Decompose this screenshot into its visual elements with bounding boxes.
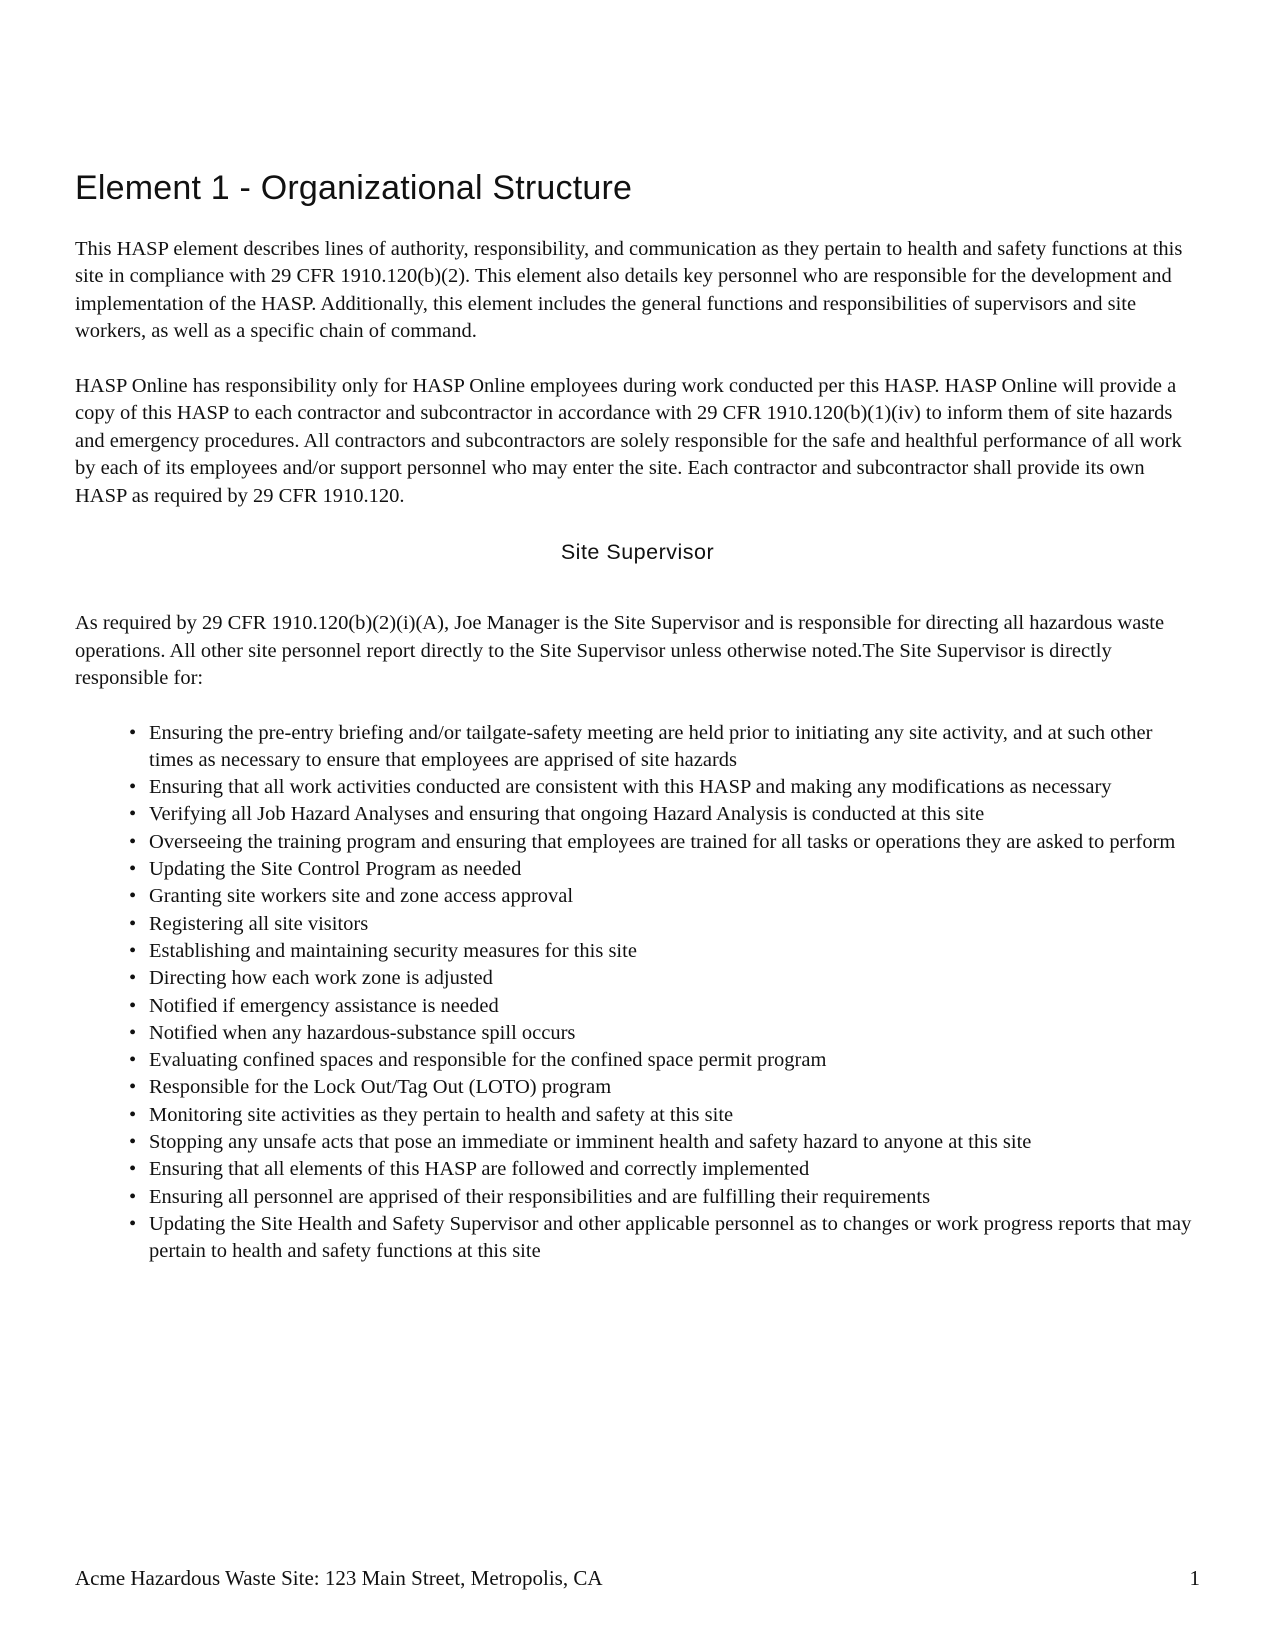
list-item: [129, 965, 1200, 992]
bullet-icon: •: [129, 939, 137, 962]
list-item: [129, 1184, 1200, 1211]
list-item-text: Responsible for the Lock Out/Tag Out (LOTO) program: [149, 1076, 612, 1099]
list-item: [129, 829, 1200, 856]
footer-site-label: Acme Hazardous Waste Site: 123 Main Street, Metropolis, CA: [75, 1566, 603, 1590]
bullet-icon: •: [129, 885, 137, 908]
list-item: [129, 720, 1200, 775]
list-item-text: Evaluating confined spaces and responsible for the confined space permit program: [149, 1049, 827, 1072]
list-item: [129, 1156, 1200, 1183]
list-item-text: Monitoring site activities as they pertain to health and safety at this site: [149, 1103, 734, 1126]
list-item: [129, 1102, 1200, 1129]
list-item-text: Ensuring that all work activities conducted are consistent with this HASP and making any modifications as necessary: [149, 776, 1112, 799]
list-item: [129, 911, 1200, 938]
bullet-icon: •: [129, 1131, 137, 1154]
page-footer: [75, 1566, 1200, 1591]
bullet-icon: •: [129, 803, 137, 826]
list-item: [129, 1020, 1200, 1047]
page-title: Element 1 - Organizational Structure: [75, 169, 633, 207]
list-item-text: Notified when any hazardous-substance spill occurs: [149, 1021, 576, 1044]
intro-paragraph-2: HASP Online has responsibility only for HASP Online employees during work conducted per this HASP. HASP Online will provide a copy of this HASP to each contractor and subcontractor in accordance with 29 CFR 1910.120(b)(1)(iv) to inform them of site hazards and emergency procedures. All contractors and subcontractors are solely responsible for the safe and healthful performance of all work by each of its employees and/or support personnel who may enter the site. Each contractor and subcontractor shall provide its own HASP as required by 29 CFR 1910.120.: [75, 374, 1182, 507]
list-item-text: Notified if emergency assistance is needed: [149, 994, 499, 1017]
list-item-text: Directing how each work zone is adjusted: [149, 967, 493, 990]
list-item-text: Updating the Site Health and Safety Supervisor and other applicable personnel as to changes or work progress reports that may pertain to health and safety functions at this site: [149, 1212, 1192, 1263]
list-item: [129, 993, 1200, 1020]
bullet-icon: •: [129, 1049, 137, 1072]
list-item: [129, 883, 1200, 910]
document-body: [75, 168, 1200, 1266]
bullet-icon: •: [129, 830, 137, 853]
list-item-text: Establishing and maintaining security measures for this site: [149, 939, 637, 962]
bullet-icon: •: [129, 1212, 137, 1235]
list-item: [129, 938, 1200, 965]
section-heading-site-supervisor: Site Supervisor: [560, 540, 715, 565]
bullet-icon: •: [129, 912, 137, 935]
list-item-text: Ensuring that all elements of this HASP are followed and correctly implemented: [149, 1158, 810, 1181]
list-item: [129, 801, 1200, 828]
bullet-icon: •: [129, 721, 137, 744]
bullet-icon: •: [129, 1185, 137, 1208]
responsibility-list: [75, 720, 1200, 1266]
list-item-text: Updating the Site Control Program as needed: [149, 858, 522, 881]
bullet-icon: •: [129, 1158, 137, 1181]
list-item-text: Verifying all Job Hazard Analyses and ensuring that ongoing Hazard Analysis is conducted at this site: [149, 803, 985, 826]
list-item: [129, 1074, 1200, 1101]
bullet-icon: •: [129, 1021, 137, 1044]
bullet-icon: •: [129, 1076, 137, 1099]
list-item: [129, 856, 1200, 883]
bullet-icon: •: [129, 1103, 137, 1126]
list-item-text: Granting site workers site and zone access approval: [149, 885, 574, 908]
list-item: [129, 1211, 1200, 1266]
list-item-text: Ensuring all personnel are apprised of their responsibilities and are fulfilling their requirements: [149, 1185, 931, 1208]
site-supervisor-paragraph: As required by 29 CFR 1910.120(b)(2)(i)(A), Joe Manager is the Site Supervisor and is responsible for directing all hazardous waste operations. All other site personnel report directly to the Site Supervisor unless otherwise noted.The Site Supervisor is directly responsible for:: [75, 612, 1165, 690]
bullet-icon: •: [129, 858, 137, 881]
bullet-icon: •: [129, 994, 137, 1017]
bullet-icon: •: [129, 776, 137, 799]
list-item-text: Ensuring the pre-entry briefing and/or tailgate-safety meeting are held prior to initiating any site activity, and at such other times as necessary to ensure that employees are apprised of site hazards: [149, 721, 1153, 771]
list-item: [129, 1047, 1200, 1074]
list-item-text: Registering all site visitors: [149, 912, 369, 935]
page-number: 1: [1189, 1566, 1200, 1590]
list-item-text: Stopping any unsafe acts that pose an immediate or imminent health and safety hazard to anyone at this site: [149, 1131, 1032, 1154]
list-item-text: Overseeing the training program and ensuring that employees are trained for all tasks or operations they are asked to perform: [149, 830, 1176, 853]
bullet-icon: •: [129, 967, 137, 990]
list-item: [129, 1129, 1200, 1156]
list-item: [129, 774, 1200, 801]
intro-paragraph-1: This HASP element describes lines of authority, responsibility, and communication as they pertain to health and safety functions at this site in compliance with 29 CFR 1910.120(b)(2). This element also details key personnel who are responsible for the development and implementation of the HASP. Additionally, this element includes the general functions and responsibilities of supervisors and site workers, as well as a specific chain of command.: [75, 237, 1183, 343]
